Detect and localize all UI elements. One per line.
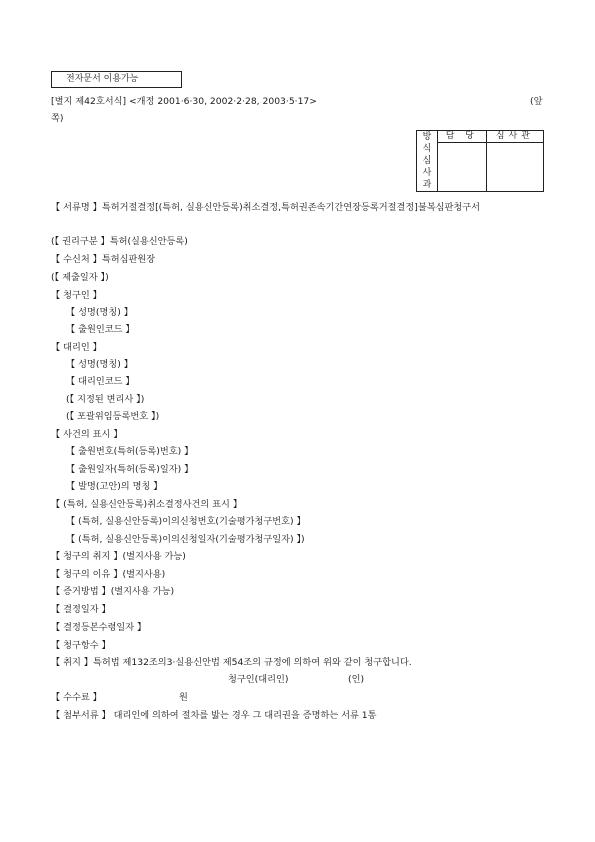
page-side-label-cont: 쪽) — [51, 113, 64, 124]
claim-purpose: 【 청구의 취지 】(별지사용 가능) — [51, 551, 186, 562]
approval-box — [416, 130, 544, 192]
claimant-signer: 청구인(대리인) — [228, 674, 289, 685]
agent-name: 【 성명(명칭) 】 — [66, 359, 133, 370]
form-reference: [별지 제42호서식] <개정 2001·6·30, 2002·2·28, 2003·5·17> — [51, 96, 317, 107]
claim-items-count: 【 청구항수 】 — [51, 640, 111, 651]
agent-heading: 【 대리인 】 — [51, 342, 102, 353]
recipient: 【 수신처 】특허심판원장 — [51, 254, 156, 265]
approval-method-char: 방 — [422, 132, 432, 142]
case-application-date: 【 출원일자(특허(등록)일자) 】 — [66, 464, 194, 475]
electronic-available-badge: 전자문서 이용가능 — [51, 71, 182, 88]
evidence-method: 【 증거방법 】(별지사용 가능) — [51, 586, 175, 597]
approval-method-char: 과 — [422, 180, 432, 190]
case-heading: 【 사건의 표시 】 — [51, 429, 123, 440]
agent-code: 【 대리인코드 】 — [66, 376, 135, 387]
claimant-code: 【 출원인코드 】 — [66, 324, 135, 335]
fee-label: 【 수수료 】 — [51, 692, 102, 703]
approval-method-char: 식 — [422, 144, 432, 154]
approval-staff-signature — [438, 143, 487, 192]
case-application-number: 【 출원번호(특허(등록)번호) 】 — [66, 446, 194, 457]
cancellation-opposition-number: 【 (특허, 실용신안등록)이의신청번호(기술평가청구번호) 】 — [66, 516, 306, 527]
case-invention-title: 【 발명(고안)의 명칭 】 — [66, 481, 163, 492]
agent-designated-attorney: (【 지정된 변리사 】) — [66, 394, 145, 405]
approval-method-char: 심 — [422, 156, 432, 166]
decision-copy-receipt-date: 【 결정등본수령일자 】 — [51, 622, 147, 633]
agent-general-power-no: (【 포괄위임등록번호 】) — [66, 411, 160, 422]
gist-statement: 【 취지 】특허법 제132조의3·실용신안법 제54조의 규정에 의하여 위와 같이 청구합니다. — [51, 657, 412, 668]
claimant-name: 【 성명(명칭) 】 — [66, 307, 133, 318]
page-side-label: (앞 — [530, 96, 543, 107]
seal-mark: (인) — [348, 674, 365, 685]
rights-category: (【 권리구분 】특허(실용신안등록) — [51, 236, 188, 247]
approval-method-label — [417, 131, 438, 192]
attachments: 【 첨부서류 】 대리인에 의하여 절차를 밟는 경우 그 대리권을 증명하는 서류 1통 — [51, 710, 377, 721]
cancellation-opposition-date: 【 (특허, 실용신안등록)이의신청일자(기술평가청구일자) 】) — [66, 534, 305, 545]
filing-date: (【 제출일자 】) — [51, 272, 109, 283]
claim-reason: 【 청구의 이유 】(별지사용) — [51, 569, 166, 580]
decision-date: 【 결정일자 】 — [51, 604, 111, 615]
approval-examiner-signature — [486, 143, 543, 192]
cancellation-case-heading: 【 (특허, 실용신안등록)취소결정사건의 표시 】 — [51, 499, 243, 510]
approval-col-staff: 담 당 — [438, 131, 487, 143]
document-name: 【 서류명 】특허거절결정[(특허, 실용신안등록)취소결정,특허권존속기간연장등록거절결정]불복심판청구서 — [51, 202, 480, 213]
approval-method-char: 사 — [422, 168, 432, 178]
approval-col-examiner: 심사관 — [486, 131, 543, 143]
fee-currency: 원 — [179, 692, 188, 703]
claimant-heading: 【 청구인 】 — [51, 290, 102, 301]
